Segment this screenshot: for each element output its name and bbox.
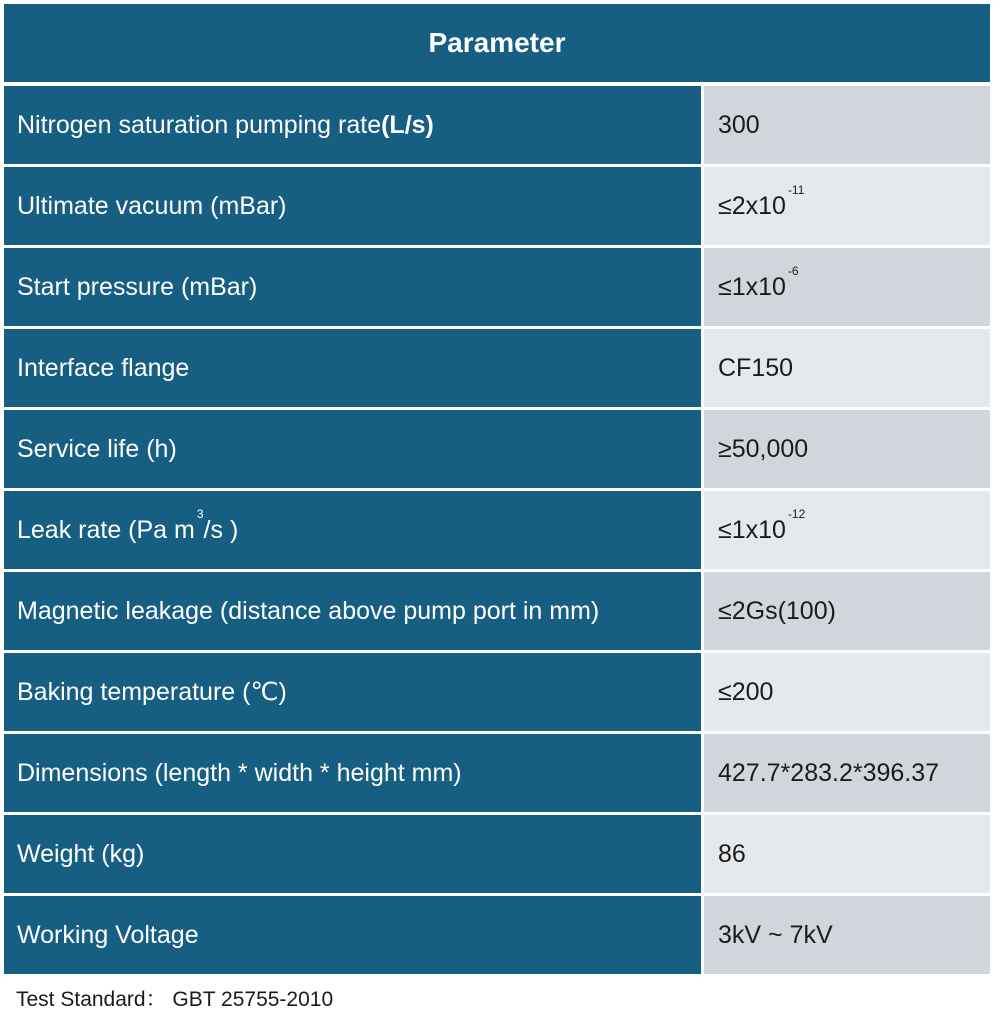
- row-label-start-pressure: Start pressure (mBar): [4, 248, 704, 326]
- row-value-pumping-rate: 300: [704, 86, 990, 164]
- row-value-start-pressure: ≤1x10 -6: [704, 248, 990, 326]
- row-label-baking-temperature: Baking temperature (℃): [4, 653, 704, 731]
- table-row: [4, 815, 990, 896]
- row-value-magnetic-leakage: ≤2Gs(100): [704, 572, 990, 650]
- row-label-dimensions: Dimensions (length * width * height mm): [4, 734, 704, 812]
- row-value-service-life: ≥50,000: [704, 410, 990, 488]
- table-row: [4, 896, 990, 974]
- parameter-table: [4, 4, 990, 974]
- table-row: [4, 653, 990, 734]
- table-row: [4, 86, 990, 167]
- row-label-service-life: Service life (h): [4, 410, 704, 488]
- table-row: [4, 329, 990, 410]
- table-row: [4, 410, 990, 491]
- table-row: [4, 572, 990, 653]
- row-label-leak-rate: Leak rate (Pa m 3 /s ): [4, 491, 704, 569]
- row-value-weight: 86: [704, 815, 990, 893]
- table-header: Parameter: [4, 4, 990, 86]
- row-label-weight: Weight (kg): [4, 815, 704, 893]
- row-label-magnetic-leakage: Magnetic leakage (distance above pump port in mm): [4, 572, 704, 650]
- row-label-ultimate-vacuum: Ultimate vacuum (mBar): [4, 167, 704, 245]
- row-value-working-voltage: 3kV ~ 7kV: [704, 896, 990, 974]
- row-label-pumping-rate: Nitrogen saturation pumping rate (L/s): [4, 86, 704, 164]
- table-row: [4, 491, 990, 572]
- table-row: [4, 248, 990, 329]
- row-value-baking-temperature: ≤200: [704, 653, 990, 731]
- row-value-ultimate-vacuum: ≤2x10 -11: [704, 167, 990, 245]
- table-row: [4, 734, 990, 815]
- test-standard-note: Test Standard： GBT 25755-2010: [16, 988, 334, 1011]
- row-value-dimensions: 427.7*283.2*396.37: [704, 734, 990, 812]
- row-label-working-voltage: Working Voltage: [4, 896, 704, 974]
- row-label-interface-flange: Interface flange: [4, 329, 704, 407]
- row-value-interface-flange: CF150: [704, 329, 990, 407]
- table-row: [4, 167, 990, 248]
- row-value-leak-rate: ≤1x10 -12: [704, 491, 990, 569]
